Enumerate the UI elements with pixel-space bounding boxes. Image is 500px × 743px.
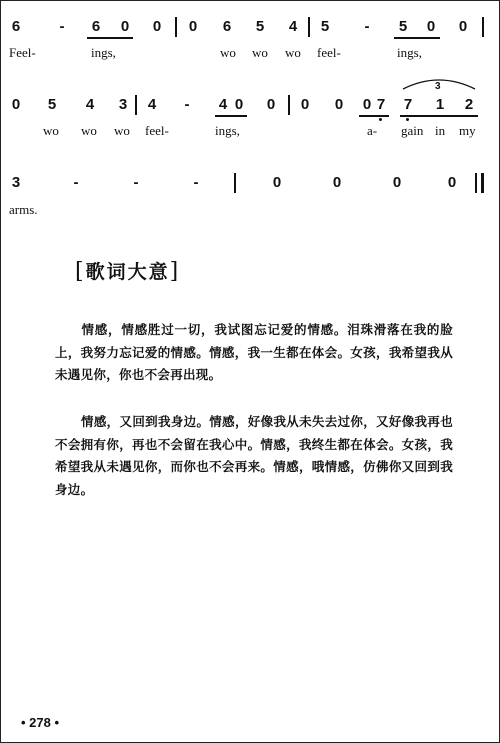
section-heading <box>75 257 180 284</box>
note: 0 <box>332 174 342 191</box>
final-bar-line <box>481 173 484 193</box>
note-dash: - <box>59 18 65 35</box>
note: 0 <box>392 174 402 191</box>
paragraph-1: 情感，情感胜过一切，我试图忘记爱的情感。泪珠滑落在我的脸上，我努力忘记爱的情感。情感，我一生都在体会。女孩，我希望我从未遇见你，你也不会再出现。 <box>55 322 453 382</box>
lyric: feel- <box>145 123 169 138</box>
note-dash: - <box>193 174 199 191</box>
lyric: wo <box>43 123 59 138</box>
note: 0 <box>458 18 468 35</box>
note: 4 <box>218 96 228 113</box>
lyric: Feel- <box>9 45 36 60</box>
heading-title: 歌词大意 <box>85 261 170 283</box>
note-dash: - <box>364 18 370 35</box>
lyric: wo <box>114 123 130 138</box>
note: 0 <box>272 174 282 191</box>
low-octave-dot <box>406 118 409 121</box>
note: 6 <box>222 18 232 35</box>
note: 3 <box>11 174 21 191</box>
lyric: wo <box>220 45 236 60</box>
lyric: arms. <box>9 202 38 217</box>
low-octave-dot <box>379 118 382 121</box>
lyric: in <box>435 123 446 138</box>
note-dash: - <box>73 174 79 191</box>
lyric: ings, <box>397 45 422 60</box>
note: 5 <box>320 18 330 35</box>
underline <box>87 37 133 39</box>
lyric: a- <box>367 123 378 138</box>
underline <box>394 37 440 39</box>
bar-line <box>475 173 477 193</box>
note: 4 <box>85 96 95 113</box>
note: 0 <box>11 96 21 113</box>
note: 2 <box>464 96 474 113</box>
triplet-mark: 3 <box>435 81 441 92</box>
lyric: wo <box>252 45 268 60</box>
note: 5 <box>398 18 408 35</box>
lyric: my <box>459 123 476 138</box>
note: 0 <box>234 96 244 113</box>
lyric: wo <box>285 45 301 60</box>
note: 0 <box>266 96 276 113</box>
note: 5 <box>47 96 57 113</box>
note: 4 <box>288 18 298 35</box>
underline <box>359 115 389 117</box>
heading-bracket-open: [ <box>75 259 86 284</box>
paragraph-2: 情感，又回到我身边。情感，好像我从未失去过你，又好像我再也不会拥有你，再也不会留在我心中。情感，我终生都在体会。女孩，我希望我从未遇见你，而你也不会再来。情感，哦情感，仿佛你又回到我身边。 <box>55 414 453 497</box>
lyric: gain <box>401 123 424 138</box>
note: 0 <box>152 18 162 35</box>
bar-line <box>482 17 484 37</box>
note-dash: - <box>184 96 190 113</box>
note: 1 <box>435 96 445 113</box>
bar-line <box>234 173 236 193</box>
note-dash: - <box>133 174 139 191</box>
note: 6 <box>91 18 101 35</box>
note: 0 <box>120 18 130 35</box>
bar-line <box>288 95 290 115</box>
lyric: wo <box>81 123 97 138</box>
note: 5 <box>255 18 265 35</box>
note: 6 <box>11 18 21 35</box>
bar-line <box>308 17 310 37</box>
note: 0 <box>362 96 372 113</box>
note: 7 <box>403 96 413 113</box>
note: 7 <box>376 96 386 113</box>
note: 4 <box>147 96 157 113</box>
note: 0 <box>426 18 436 35</box>
bar-line <box>135 95 137 115</box>
note: 0 <box>334 96 344 113</box>
note: 0 <box>447 174 457 191</box>
note: 0 <box>188 18 198 35</box>
heading-bracket-close: ] <box>169 259 181 284</box>
lyric: ings, <box>215 123 240 138</box>
page-number: • 278 • <box>21 715 60 730</box>
note: 0 <box>300 96 310 113</box>
note: 3 <box>118 96 128 113</box>
lyric: feel- <box>317 45 341 60</box>
underline <box>215 115 247 117</box>
bar-line <box>175 17 177 37</box>
lyric: ings, <box>91 45 116 60</box>
underline <box>400 115 478 117</box>
